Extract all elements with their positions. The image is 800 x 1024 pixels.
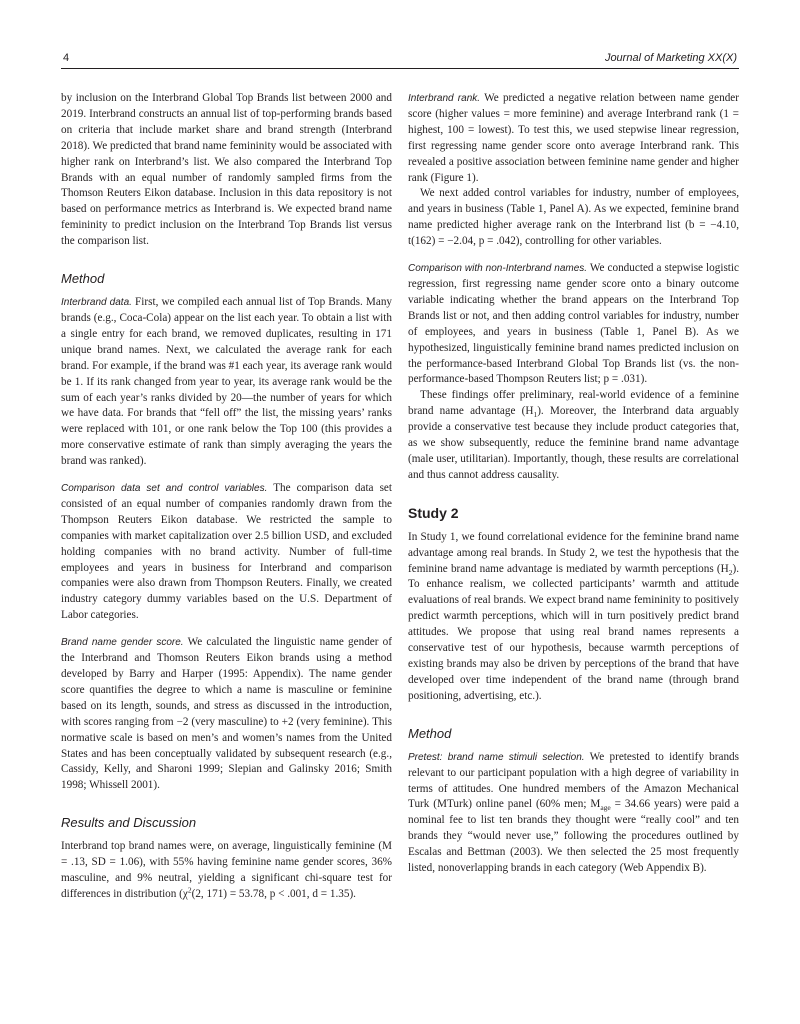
comparison-data-text: The comparison data set consisted of an equal number of companies randomly drawn from the Thompson Reuters Eikon database. We restricted the sample to companies with market capitalization over 2.5 billion USD, and excluded holding companies with no brand activity. Number of full-time employees and years in business for Interbrand and comparison companies were also drawn from Thompson Reuters. Finally, we created industry category dummy variables based on the U.S. Department of Labor categories. <box>61 482 392 622</box>
left-column <box>61 91 392 903</box>
results-superscript: 2 <box>187 885 192 895</box>
pretest-subscript: age <box>600 803 611 813</box>
pretest-text-b: = 34.66 years) were paid a nominal fee to list ten brands they thought were “really cool” and ten brands they “would never use,” following the procedures outlined by Escalas and Bettman (2003). We then selected the 25 most frequently listed, nonoverlapping brands in each category (Web Appendix B). <box>408 798 739 875</box>
findings-text-a: These findings offer preliminary, real-world evidence of a feminine brand name advantage (H <box>408 389 739 418</box>
study2-subscript: 2 <box>728 567 733 577</box>
interbrand-rank-label: Interbrand rank. <box>408 93 481 104</box>
interbrand-data-paragraph <box>61 295 392 470</box>
results-text-b: (2, 171) = 53.78, p < .001, d = 1.35). <box>191 887 356 900</box>
findings-text-b: ). Moreover, the Interbrand data arguably provide a conservative test because they include product categories that, as we show subsequently, reduce the feminine brand name advantage (male user, utilitarian). Importantly, though, these results are correlational and thus cannot address causality. <box>408 405 740 481</box>
comparison-non-interbrand-label: Comparison with non-Interbrand names. <box>408 263 588 275</box>
journal-title: Journal of Marketing XX(X) <box>604 52 737 64</box>
method-heading: Method <box>61 271 105 287</box>
gender-score-label: Brand name gender score. <box>61 637 184 649</box>
study2-text-b: ). To enhance realism, we collected participants’ warmth and attitude evaluations of real brands. We expect brand name femininity to positively predict warmth perceptions, which will in turn positively predict brand attitudes. We propose that using real brand names represents a conservative test of our hypothesis, because warmth perceptions of existing brands may also be driven by perceptions of the brand that have developed over time independent of the brand name (through brand positioning, advertising, etc.). <box>408 562 739 702</box>
running-header <box>61 50 739 69</box>
interbrand-data-label: Interbrand data. <box>61 297 132 309</box>
right-column <box>408 91 739 877</box>
intro-paragraph: by inclusion on the Interbrand Global Top Brands list between 2000 and 2019. Interbrand constructs an annual list of top-performing brands based on criteria that include market share and brand strength (Interbrand 2018). We predicted that brand name femininity would be associated with higher rank on Interbrand’s list. We also compared the Interbrand Top Brands with an equal number of randomly sampled firms from the Thomson Reuters Eikon database. Inclusion in this data repository is not based on performance metrics as Interbrand is. We expected brand name femininity to predict inclusion on the Interbrand Top Brands list versus the comparison list. <box>61 92 392 248</box>
findings-subscript: 1 <box>533 410 538 420</box>
comparison-non-interbrand-text: We conducted a stepwise logistic regression, first regressing name gender score onto a binary outcome variable indicating whether the brand appears on the Interbrand Top Brands list or not, and then adding control variables for industry, number of employees, and years in business (Table 1, Panel B). As we hypothesized, linguistically feminine brand names predicted inclusion on the performance-based Interbrand Global Top Brands list (vs. the non-performance-based Thompson Reuters list; p = .031). <box>408 262 739 386</box>
study2-text-a: In Study 1, we found correlational evidence for the feminine brand name advantage among real brands. In Study 2, we test the hypothesis that the feminine brand name advantage is mediated by warmth perceptions (H <box>408 530 739 575</box>
interbrand-data-text: First, we compiled each annual list of Top Brands. Many brands (e.g., Coca-Cola) appear on the list each year. To obtain a list with a single entry for each brand, we removed duplicates, resulting in 171 unique brand names. Next, we calculated the average rank for each brand. For example, if the brand was #1 each year, its average rank would be 1. If its rank changed from year to year, its average rank would be the sum of each year’s ranks divided by 20—the number of years for which we have data. For brands that “fell off” the list, the missing years’ ranks were replaced with 101, or one rank below the Top 100 (this provides a more conservative estimate of rank than simply averaging the years the brand was ranked). <box>61 296 393 468</box>
study2-paragraph <box>408 530 739 705</box>
results-text-a: Interbrand top brand names were, on average, linguistically feminine (M = .13, SD = 1.06), with 55% having feminine name gender scores, 36% masculine, and 9% neutral, yielding a significant chi-square test for differences in distribution (χ <box>61 840 392 900</box>
comparison-data-label: Comparison data set and control variables. <box>61 483 268 495</box>
findings-paragraph <box>408 388 739 483</box>
comparison-data-paragraph <box>61 481 392 624</box>
pretest-label: Pretest: brand name stimuli selection. <box>408 751 585 763</box>
results-paragraph <box>61 839 392 903</box>
gender-score-paragraph <box>61 635 392 794</box>
interbrand-rank-text: We predicted a negative relation between name gender score (higher values = more feminine) and average Interbrand rank (1 = highest, 100 = lowest). To test this, we used stepwise linear regression, first regressing name gender score onto average Interbrand rank. This revealed a positive association between feminine name gender and higher rank (Figure 1). <box>408 92 739 184</box>
gender-score-text: We calculated the linguistic name gender of the Interbrand and Thomson Reuters Eikon brands using a method developed by Barry and Harper (1995: Appendix). The name gender score quantifies the degree to which a name is masculine or feminine based on its length, sounds, and stress as discussed in the introduction, with scores ranging from −2 (very masculine) to +2 (very feminine). This normative scale is based on men’s and women’s names from the United States and has been conceptually validated by subsequent research (e.g., Cassidy, Kelly, and Sharoni 1999; Slepian and Galinsky 2016; Smith 1998; Whissell 2001). <box>61 636 392 792</box>
study2-heading: Study 2 <box>408 504 459 521</box>
results-heading: Results and Discussion <box>61 815 197 831</box>
page-number: 4 <box>63 52 70 64</box>
interbrand-rank-paragraph <box>408 91 739 186</box>
comparison-non-interbrand-paragraph <box>408 261 739 388</box>
study2-method-heading: Method <box>408 725 452 741</box>
pretest-paragraph <box>408 750 739 877</box>
pretest-text-a: We pretested to identify brands relevant to our participant population with a high degree of variability in terms of attitudes. One hundred members of the Amazon Mechanical Turk (MTurk) online panel (60% men; M <box>408 750 739 811</box>
controls-paragraph: We next added control variables for industry, number of employees, and years in business (Table 1, Panel A). As we expected, feminine brand name predicted higher average rank on the Interbrand list (b = −4.10, t(162) = −2.04, p = .042), controlling for other variables. <box>408 187 739 248</box>
